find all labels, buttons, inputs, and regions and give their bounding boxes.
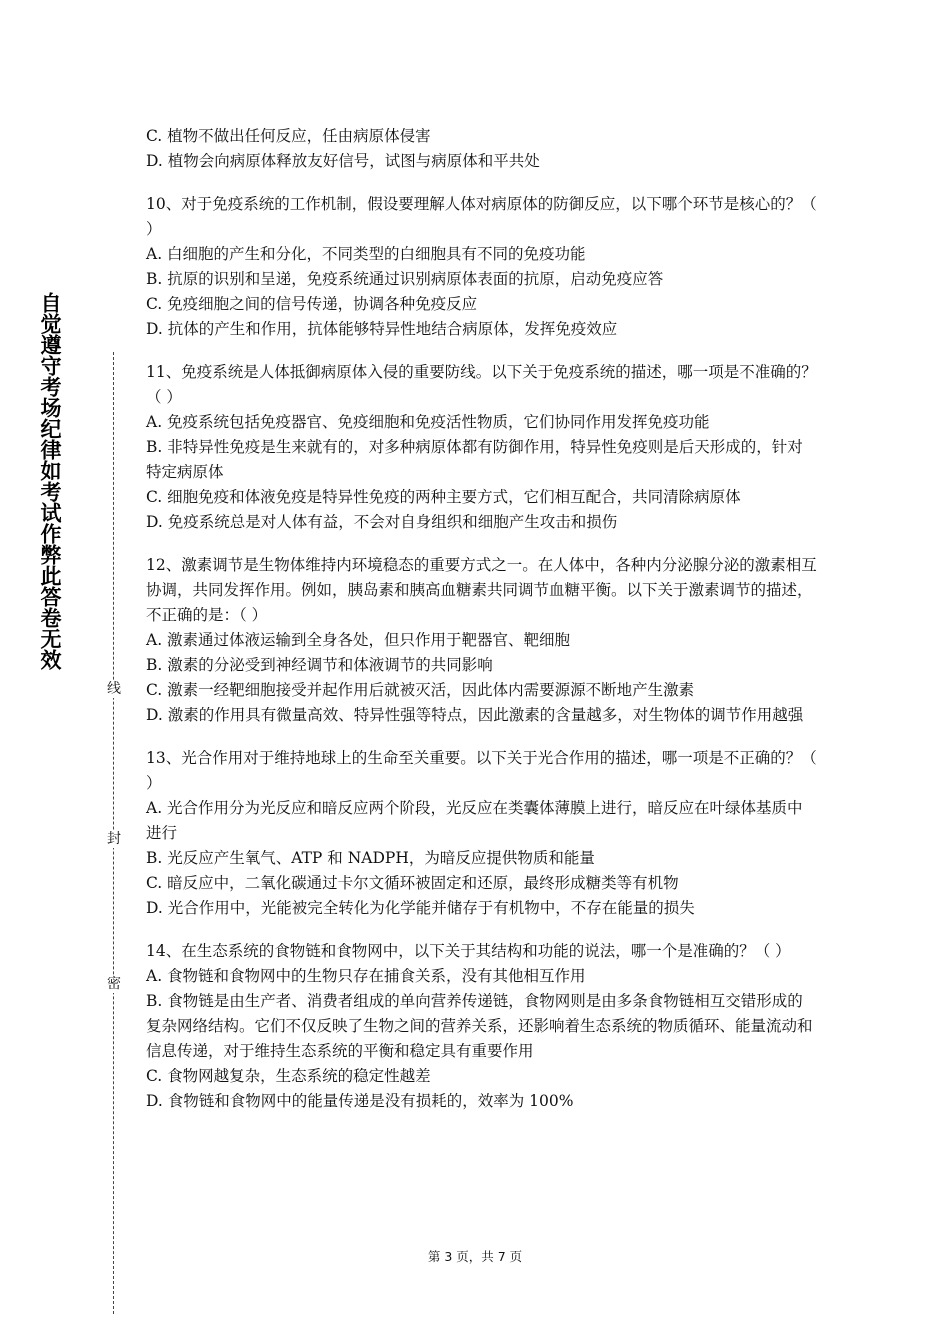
option-d: D. 植物会向病原体释放友好信号，试图与病原体和平共处	[146, 152, 540, 170]
question-12	[146, 553, 818, 728]
option-a: A. 激素通过体液运输到全身各处，但只作用于靶器官、靶细胞	[146, 631, 571, 649]
option-b: B. 非特异性免疫是生来就有的，对多种病原体都有防御作用，特异性免疫则是后天形成的，针对特定病原体	[146, 438, 803, 481]
question-11	[146, 360, 818, 535]
question-14	[146, 939, 818, 1114]
question-9-tail	[146, 124, 818, 174]
question-content	[146, 124, 818, 1132]
option-a: A. 光合作用分为光反应和暗反应两个阶段，光反应在类囊体薄膜上进行，暗反应在叶绿体基质中进行	[146, 799, 803, 842]
question-10	[146, 192, 818, 342]
question-13	[146, 746, 818, 921]
option-a: A. 食物链和食物网中的生物只存在捕食关系，没有其他相互作用	[146, 967, 586, 985]
question-stem: 14、在生态系统的食物链和食物网中，以下关于其结构和功能的说法，哪一个是准确的？（ ）	[146, 942, 791, 960]
option-c: C. 食物网越复杂，生态系统的稳定性越差	[146, 1067, 431, 1085]
option-d: D. 抗体的产生和作用，抗体能够特异性地结合病原体，发挥免疫效应	[146, 320, 618, 338]
exam-rule-notice: 自觉遵守考场纪律如考试作弊此答卷无效	[38, 292, 62, 670]
binding-mark-mi: 密	[107, 976, 121, 992]
option-b: B. 食物链是由生产者、消费者组成的单向营养传递链，食物网则是由多条食物链相互交错形成的复杂网络结构。它们不仅反映了生物之间的营养关系，还影响着生态系统的物质循环、能量流动和信息传递，对于维持生态系统的平衡和稳定具有重要作用	[146, 992, 813, 1060]
option-c: C. 免疫细胞之间的信号传递，协调各种免疫反应	[146, 295, 478, 313]
page-number-footer: 第 3 页，共 7 页	[427, 1249, 523, 1264]
question-stem: 13、光合作用对于维持地球上的生命至关重要。以下关于光合作用的描述，哪一项是不正确的？（ ）	[146, 749, 817, 792]
option-d: D. 光合作用中，光能被完全转化为化学能并储存于有机物中，不存在能量的损失	[146, 899, 695, 917]
option-d: D. 激素的作用具有微量高效、特异性强等特点，因此激素的含量越多，对生物体的调节作用越强	[146, 706, 804, 724]
option-c: C. 细胞免疫和体液免疫是特异性免疫的两种主要方式，它们相互配合，共同清除病原体	[146, 488, 741, 506]
option-a: A. 白细胞的产生和分化，不同类型的白细胞具有不同的免疫功能	[146, 245, 586, 263]
option-b: B. 抗原的识别和呈递，免疫系统通过识别病原体表面的抗原，启动免疫应答	[146, 270, 664, 288]
option-b: B. 激素的分泌受到神经调节和体液调节的共同影响	[146, 656, 493, 674]
option-c: C. 植物不做出任何反应，任由病原体侵害	[146, 127, 431, 145]
option-b: B. 光反应产生氧气、ATP 和 NADPH，为暗反应提供物质和能量	[146, 849, 595, 867]
question-stem: 11、免疫系统是人体抵御病原体入侵的重要防线。以下关于免疫系统的描述，哪一项是不准确的？（ ）	[146, 363, 817, 406]
option-d: D. 食物链和食物网中的能量传递是没有损耗的，效率为 100%	[146, 1092, 574, 1110]
binding-mark-xian: 线	[107, 681, 121, 697]
binding-mark-feng: 封	[107, 831, 121, 847]
option-d: D. 免疫系统总是对人体有益，不会对自身组织和细胞产生攻击和损伤	[146, 513, 618, 531]
option-c: C. 暗反应中，二氧化碳通过卡尔文循环被固定和还原，最终形成糖类等有机物	[146, 874, 679, 892]
question-stem: 10、对于免疫系统的工作机制，假设要理解人体对病原体的防御反应，以下哪个环节是核心的？（ ）	[146, 195, 817, 238]
option-a: A. 免疫系统包括免疫器官、免疫细胞和免疫活性物质，它们协同作用发挥免疫功能	[146, 413, 710, 431]
question-stem: 12、激素调节是生物体维持内环境稳态的重要方式之一。在人体中，各种内分泌腺分泌的激素相互协调，共同发挥作用。例如，胰岛素和胰高血糖素共同调节血糖平衡。以下关于激素调节的描述，不正确的是：（ ）	[146, 556, 817, 624]
option-c: C. 激素一经靶细胞接受并起作用后就被灭活，因此体内需要源源不断地产生激素	[146, 681, 695, 699]
